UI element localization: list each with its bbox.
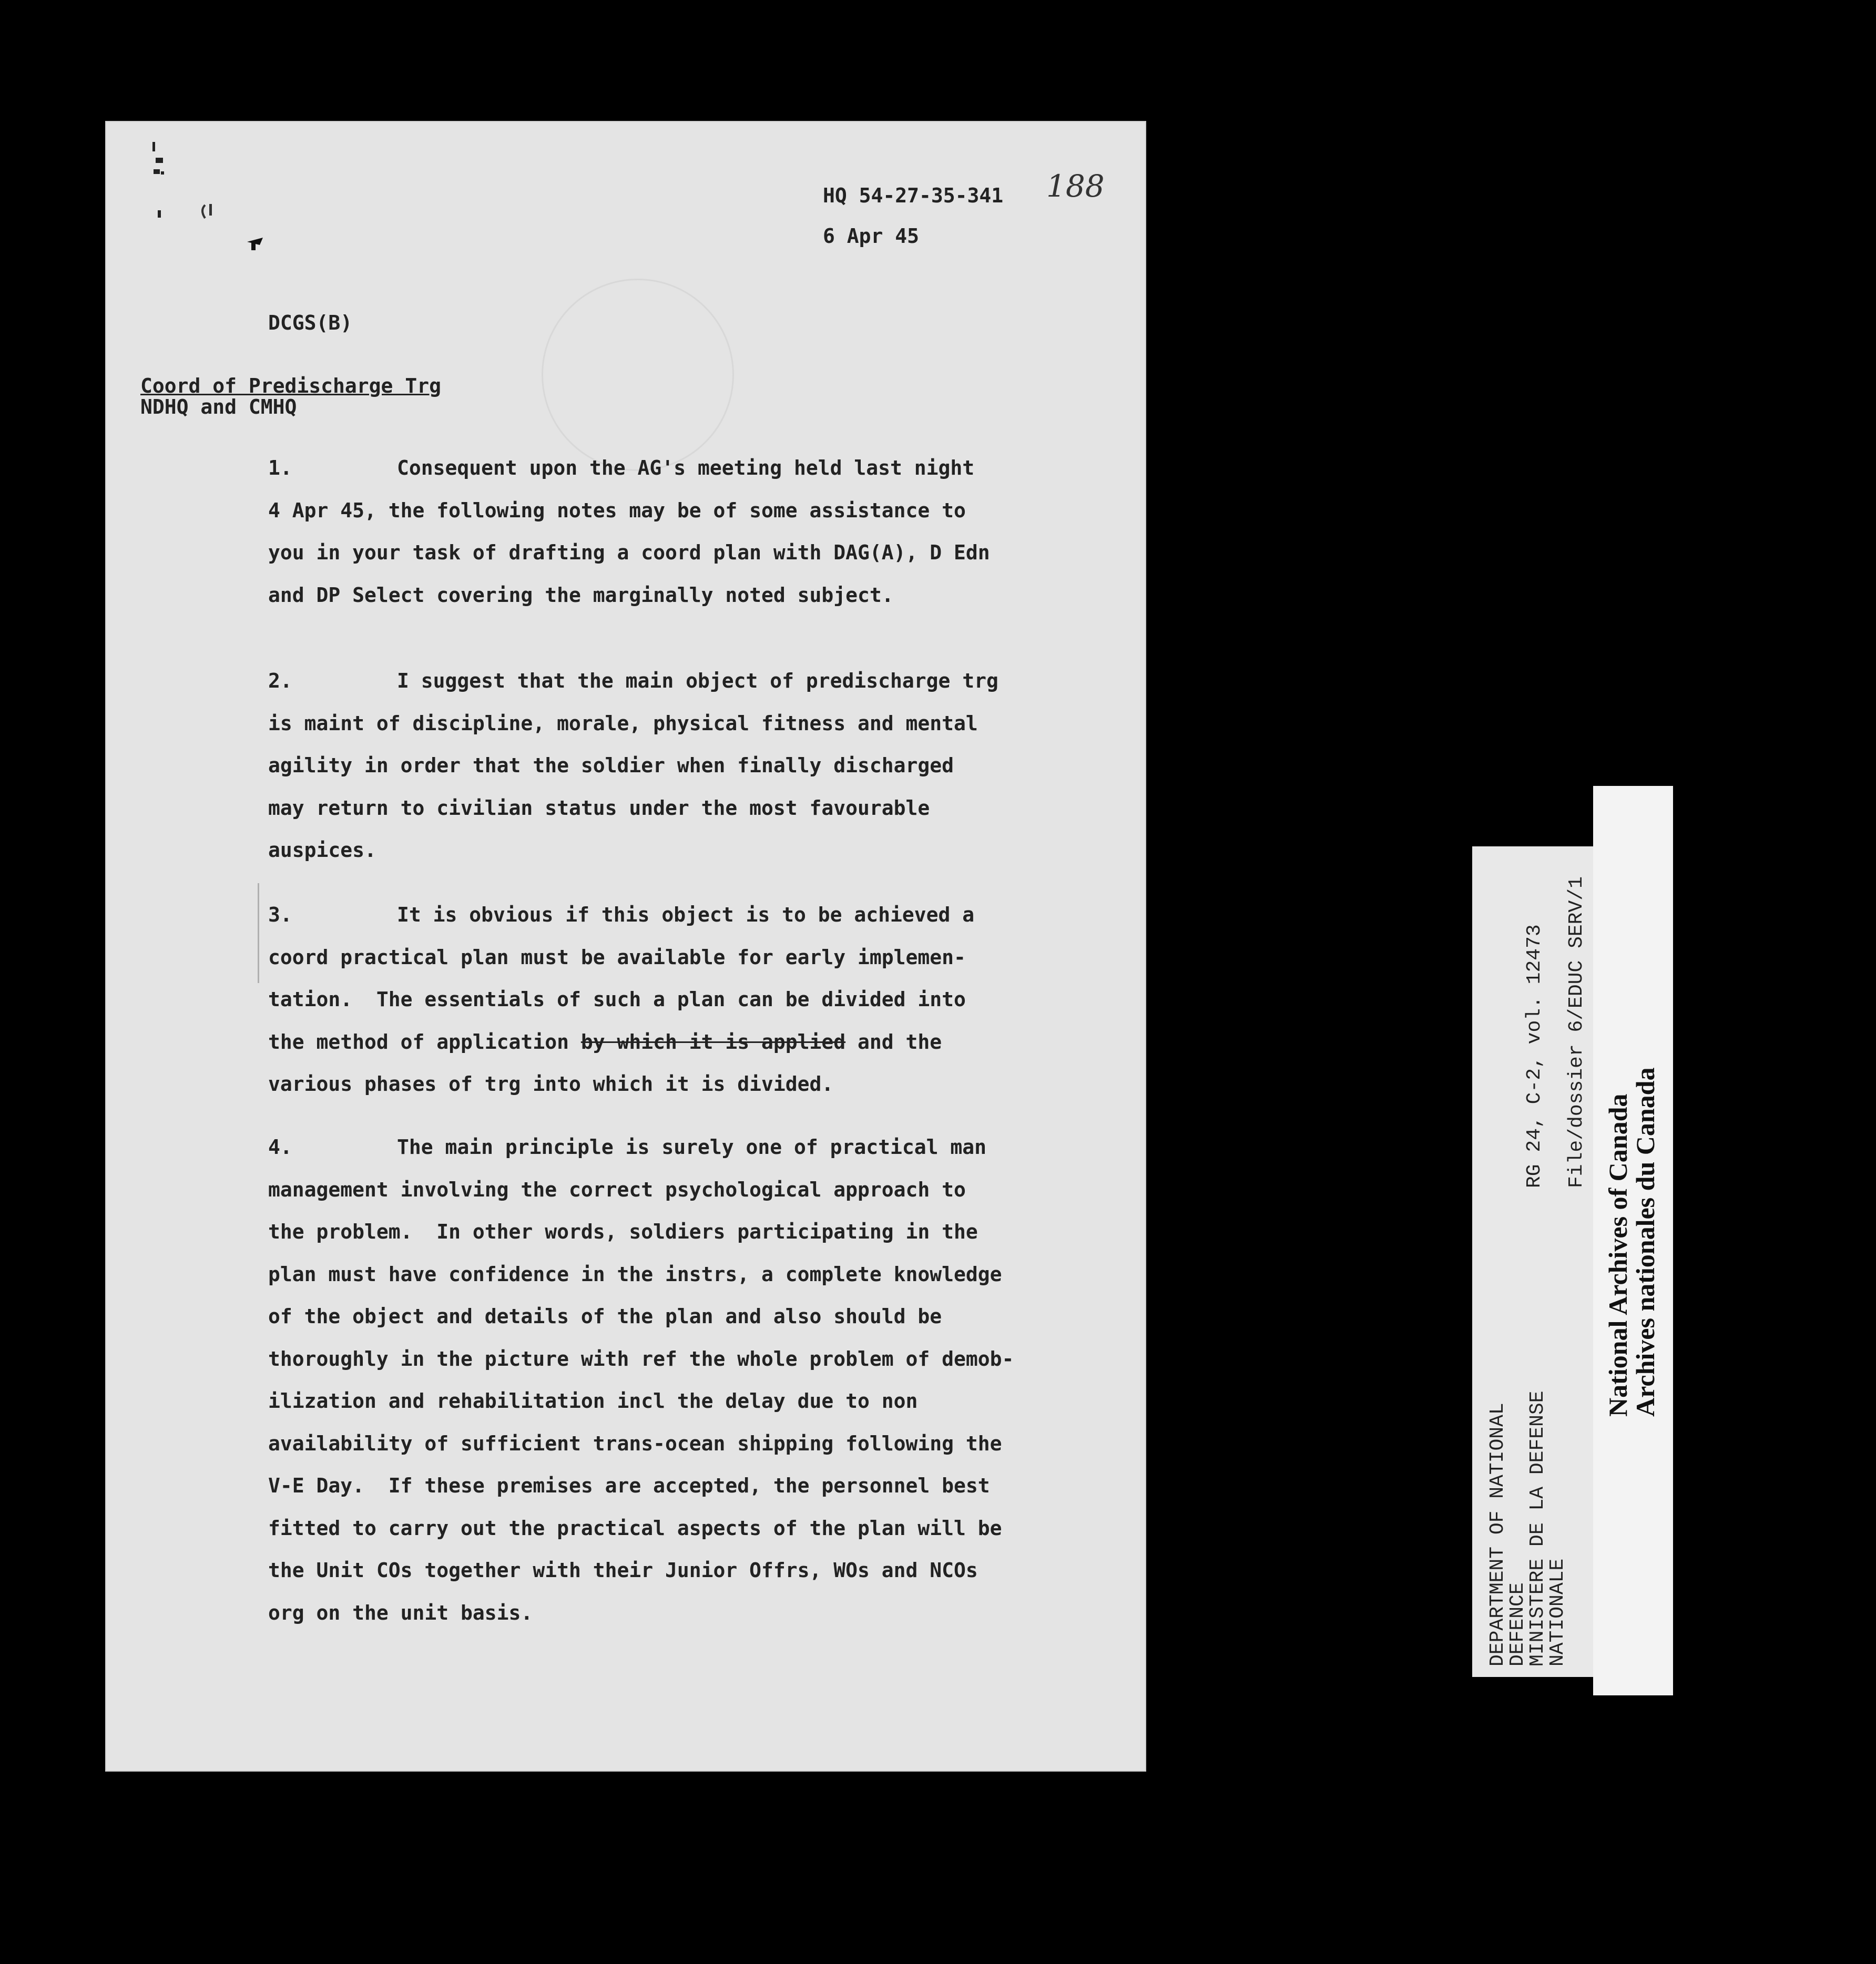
label-line: RG 24, C-2, vol. 12473 — [1523, 924, 1546, 1188]
paragraph-line: management involving the correct psychological approach to — [268, 1178, 966, 1201]
paragraph-line: the Unit COs together with their Junior Offrs, WOs and NCOs — [268, 1559, 978, 1582]
paragraph-line: fitted to carry out the practical aspects of the plan will be — [268, 1516, 1002, 1540]
document-page — [105, 121, 1146, 1772]
faint-stamp — [542, 279, 734, 471]
margin-pencil-line — [258, 883, 259, 983]
paragraph-line: Consequent upon the AG's meeting held last night — [397, 456, 975, 479]
archive-label-department — [1472, 846, 1601, 1677]
subject-subheading: NDHQ and CMHQ — [140, 395, 297, 418]
paragraph-line: agility in order that the soldier when finally discharged — [268, 754, 954, 777]
paragraph-number: 3. — [268, 903, 292, 926]
paragraph-line: various phases of trg into which it is divided. — [268, 1072, 834, 1096]
paragraph-line-part: and the — [845, 1030, 942, 1053]
paragraph-line: V-E Day. If these premises are accepted, the personnel best — [268, 1474, 990, 1497]
paragraph-line: It is obvious if this object is to be achieved a — [397, 903, 975, 926]
paragraph-line-part: the method of application — [268, 1030, 581, 1053]
paragraph-line: availability of sufficient trans-ocean shipping following the — [268, 1431, 1002, 1455]
paragraph-line: tation. The essentials of such a plan can be divided into — [268, 988, 966, 1011]
addressee: DCGS(B) — [268, 311, 353, 334]
paragraph-line: may return to civilian status under the most favourable — [268, 796, 930, 820]
paragraph-line: coord practical plan must be available for early implemen- — [268, 945, 966, 969]
label-line: National Archives of Canada — [1603, 1093, 1633, 1417]
paragraph-line: auspices. — [268, 838, 376, 862]
file-reference: HQ 54-27-35-341 — [823, 184, 1004, 207]
label-line: File/dossier 6/EDUC SERV/1 — [1565, 876, 1588, 1188]
paragraph-line: ilization and rehabilitation incl the delay due to non — [268, 1389, 918, 1413]
paragraph-line: and DP Select covering the marginally noted subject. — [268, 583, 894, 607]
paragraph-line: is maint of discipline, morale, physical fitness and mental — [268, 711, 978, 735]
struck-text: by which it is applied — [580, 1030, 846, 1053]
paragraph-line: plan must have confidence in the instrs, a complete knowledge — [268, 1262, 1002, 1286]
paragraph-line: 4 Apr 45, the following notes may be of some assistance to — [268, 498, 966, 522]
paragraph-number: 1. — [268, 456, 292, 479]
paragraph-1 — [268, 447, 1120, 616]
paragraph-line: of the object and details of the plan and also should be — [268, 1305, 942, 1328]
paragraph-line: org on the unit basis. — [268, 1601, 533, 1624]
paragraph-line: the problem. In other words, soldiers participating in the — [268, 1220, 978, 1243]
subject-heading: Coord of Predischarge Trg — [140, 374, 441, 397]
label-line: MINISTERE DE LA DEFENSE — [1526, 1390, 1549, 1666]
archive-label-national-archives — [1593, 786, 1673, 1695]
label-line: DEFENCE — [1506, 1582, 1529, 1666]
paragraph-4 — [268, 1126, 1120, 1634]
paragraph-line: thoroughly in the picture with ref the whole problem of demob- — [268, 1347, 1014, 1370]
folio-number: 188 — [1046, 168, 1105, 204]
margin-marks — [126, 131, 263, 289]
paragraph-number: 2. — [268, 669, 292, 692]
paragraph-line: The main principle is surely one of practical man — [397, 1136, 987, 1159]
paragraph-3 — [268, 894, 1120, 1106]
paragraph-2 — [268, 660, 1120, 872]
label-line: DEPARTMENT OF NATIONAL — [1486, 1403, 1509, 1666]
document-date: 6 Apr 45 — [823, 224, 920, 248]
label-line: NATIONALE — [1546, 1558, 1569, 1666]
label-line: Archives nationales du Canada — [1630, 1067, 1660, 1417]
paragraph-line: you in your task of drafting a coord plan with DAG(A), D Edn — [268, 541, 990, 564]
paragraph-line: I suggest that the main object of predischarge trg — [397, 669, 998, 692]
paragraph-number: 4. — [268, 1136, 292, 1159]
